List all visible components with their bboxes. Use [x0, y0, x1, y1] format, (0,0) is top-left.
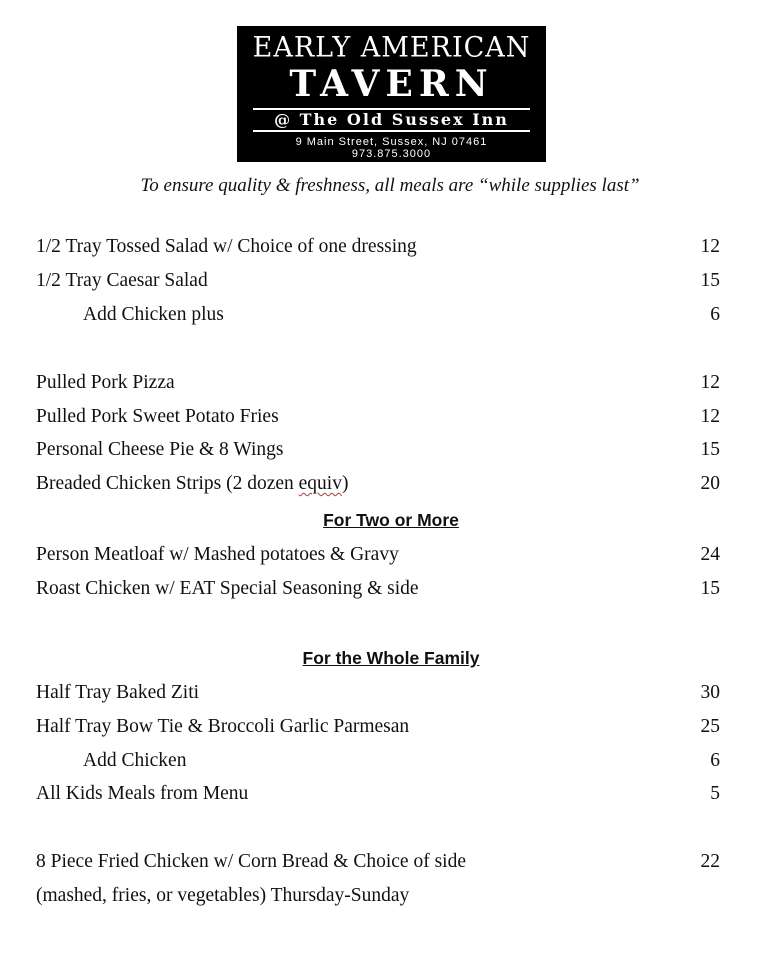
item-name: Half Tray Baked Ziti: [36, 682, 200, 703]
item-price: 15: [700, 270, 720, 291]
item-name: Half Tray Bow Tie & Broccoli Garlic Parmesan: [36, 716, 410, 737]
menu-item-fried-chicken: [36, 848, 720, 876]
logo-line-old-sussex-inn: @ The Old Sussex Inn: [253, 108, 530, 132]
item-name: Roast Chicken w/ EAT Special Seasoning & side: [36, 578, 419, 599]
item-price: 30: [700, 682, 720, 703]
section-heading-for-two: For Two or More: [323, 510, 459, 530]
menu-item-fried-chicken-note: [36, 882, 720, 910]
item-note: (mashed, fries, or vegetables) Thursday-Sunday: [36, 885, 410, 906]
item-price: 12: [700, 236, 720, 257]
tagline: To ensure quality & freshness, all meals are “while supplies last”: [140, 175, 640, 196]
item-name: All Kids Meals from Menu: [36, 783, 249, 804]
menu-item-add-chicken-plus: [36, 301, 720, 329]
menu-item-pork-pizza: [36, 369, 720, 397]
item-price: 20: [700, 473, 720, 494]
menu-item-tossed-salad: [36, 233, 720, 261]
item-name-part: ): [341, 473, 349, 494]
menu-item-add-chicken: [36, 747, 720, 775]
logo-phone: 973.875.3000: [351, 148, 432, 160]
menu-item-roast-chicken: [36, 575, 720, 603]
item-name: Personal Cheese Pie & 8 Wings: [36, 439, 284, 460]
item-price: 6: [710, 304, 720, 325]
item-name: Add Chicken: [83, 750, 187, 771]
menu-item-kids-meals: [36, 780, 720, 808]
logo-line-early-american: EARLY AMERICAN: [252, 31, 531, 64]
item-name-part: Breaded Chicken Strips (2 dozen: [36, 473, 299, 494]
item-name: 8 Piece Fried Chicken w/ Corn Bread & Choice of side: [36, 851, 466, 872]
item-price: 12: [700, 372, 720, 393]
item-name: 1/2 Tray Caesar Salad: [36, 270, 208, 291]
item-name: Add Chicken plus: [83, 304, 224, 325]
item-price: 15: [700, 439, 720, 460]
item-price: 12: [700, 406, 720, 427]
spellcheck-word: equiv: [298, 473, 342, 494]
item-price: 6: [710, 750, 720, 771]
item-name: [36, 470, 348, 498]
item-name: Pulled Pork Pizza: [36, 372, 175, 393]
menu-item-baked-ziti: [36, 679, 720, 707]
menu-item-bow-tie: [36, 713, 720, 741]
item-name: 1/2 Tray Tossed Salad w/ Choice of one dressing: [36, 236, 417, 257]
menu-item-cheese-pie: [36, 436, 720, 464]
menu-item-pork-fries: [36, 403, 720, 431]
item-name: Person Meatloaf w/ Mashed potatoes & Gravy: [36, 544, 399, 565]
tavern-logo: [237, 26, 546, 162]
menu-item-caesar-salad: [36, 267, 720, 295]
section-heading-whole-family: For the Whole Family: [302, 648, 480, 668]
item-price: 25: [700, 716, 720, 737]
item-name: Pulled Pork Sweet Potato Fries: [36, 406, 279, 427]
logo-address: 9 Main Street, Sussex, NJ 07461: [295, 136, 488, 148]
item-price: 15: [700, 578, 720, 599]
item-price: 22: [700, 851, 720, 872]
item-price: 5: [710, 783, 720, 804]
item-price: 24: [700, 544, 720, 565]
logo-line-tavern: TAVERN: [289, 63, 494, 105]
menu-item-chicken-strips: [36, 470, 720, 498]
menu-item-meatloaf: [36, 541, 720, 569]
